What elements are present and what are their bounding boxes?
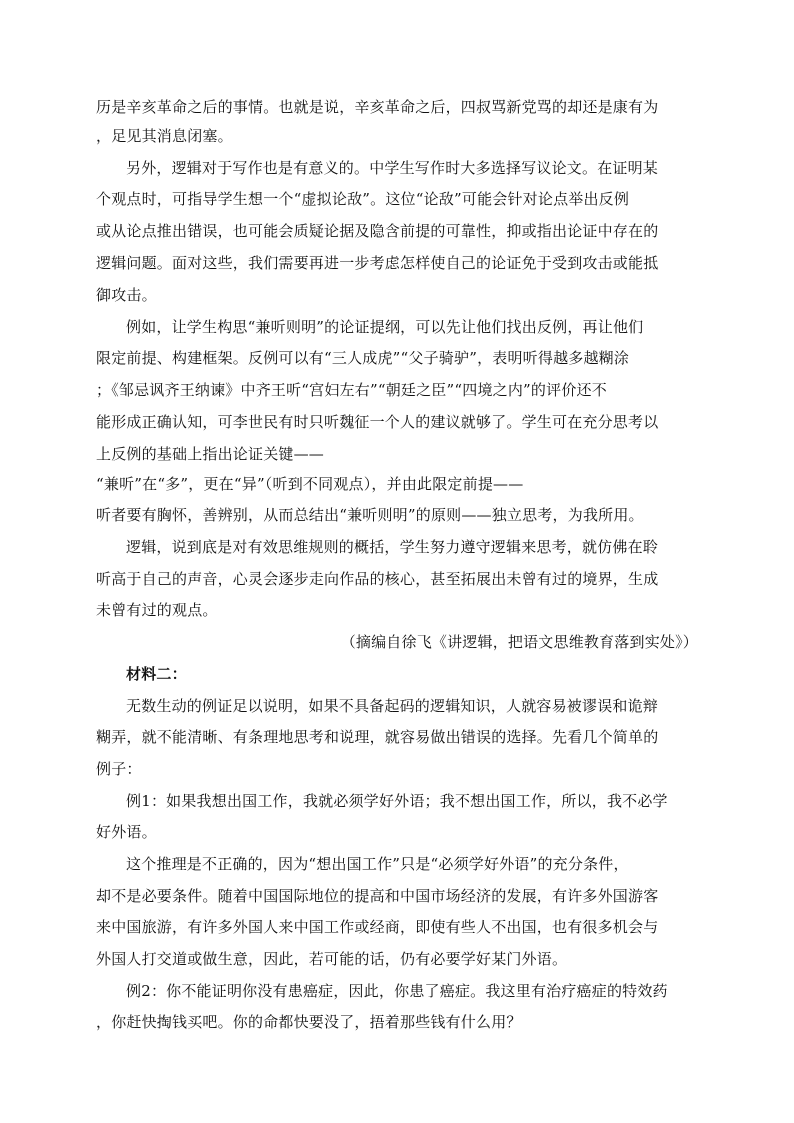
text-line: 未曾有过的观点。 — [96, 601, 218, 619]
text-line: ；《邹忌讽齐王纳谏》中齐王听“宫妇左右”“朝廷之臣”“四境之内”的评价还不 — [96, 381, 607, 399]
text-line: 听者要有胸怀，善辨别，从而总结出“兼听则明”的原则——独立思考，为我所用。 — [96, 506, 644, 524]
text-line: 听高于自己的声音，心灵会逐步走向作品的核心，甚至拓展出未曾有过的境界，生成 — [96, 570, 659, 588]
text-line: 好外语。 — [96, 823, 157, 841]
paragraph-start: 逻辑，说到底是对有效思维规则的概括，学生努力遵守逻辑来思考，就仿佛在聆 — [126, 538, 659, 556]
source-citation: （摘编自徐飞《讲逻辑，把语文思维教育落到实处》） — [340, 633, 698, 651]
example-1: 例1：如果我想出国工作，我就必须学好外语；我不想出国工作，所以，我不必学 — [126, 792, 668, 810]
example-2: 例2：你不能证明你没有患癌症，因此，你患了癌症。我这里有治疗癌症的特效药 — [126, 982, 668, 1000]
text-line: 历是辛亥革命之后的事情。也就是说，辛亥革命之后，四叔骂新党骂的却还是康有为 — [96, 98, 659, 116]
text-line: 或从论点推出错误，也可能会质疑论据及隐含前提的可靠性，抑或指出论证中存在的 — [96, 222, 659, 240]
text-line: 上反例的基础上指出论证关键—— — [96, 445, 325, 463]
paragraph-start: 例如，让学生构思“兼听则明”的论证提纲，可以先让他们找出反例，再让他们 — [126, 318, 644, 336]
text-line: 外国人打交道或做生意，因此，若可能的话，仍有必要学好某门外语。 — [96, 950, 568, 968]
text-line: 却不是必要条件。随着中国国际地位的提高和中国市场经济的发展，有许多外国游客 — [96, 887, 659, 905]
text-line: 糊弄，就不能清晰、有条理地思考和说理，就容易做出错误的选择。先看几个简单的 — [96, 728, 659, 746]
paragraph-start: 这个推理是不正确的，因为“想出国工作”只是“必须学好外语”的充分条件， — [126, 855, 629, 873]
text-line: 能形成正确认知，可李世民有时只听魏征一个人的建议就够了。学生可在充分思考以 — [96, 413, 659, 431]
paragraph-start: 另外，逻辑对于写作也是有意义的。中学生写作时大多选择写议论文。在证明某 — [126, 159, 659, 177]
text-line: 个观点时，可指导学生想一个“虚拟论敌”。这位“论敌”可能会针对论点举出反例 — [96, 190, 630, 208]
paragraph-start: 无数生动的例证足以说明，如果不具备起码的逻辑知识，人就容易被谬误和诡辩 — [126, 697, 659, 715]
text-line: 例子： — [96, 760, 142, 778]
text-line: 逻辑问题。面对这些，我们需要再进一步考虑怎样使自己的论证免于受到攻击或能抵 — [96, 254, 659, 272]
text-line: 御攻击。 — [96, 286, 157, 304]
section-heading: 材料二： — [126, 665, 187, 683]
text-line: ，足见其消息闭塞。 — [96, 127, 233, 145]
text-line: 来中国旅游，有许多外国人来中国工作或经商，即使有些人不出国，也有很多机会与 — [96, 918, 659, 936]
text-line: ，你赶快掏钱买吧。你的命都快要没了，捂着那些钱有什么用？ — [96, 1013, 522, 1031]
text-line: “兼听”在“多”，更在“异”（听到不同观点），并由此限定前提—— — [96, 475, 524, 493]
text-line: 限定前提、构建框架。反例可以有“三人成虎”“父子骑驴”，表明听得越多越糊涂 — [96, 349, 630, 367]
